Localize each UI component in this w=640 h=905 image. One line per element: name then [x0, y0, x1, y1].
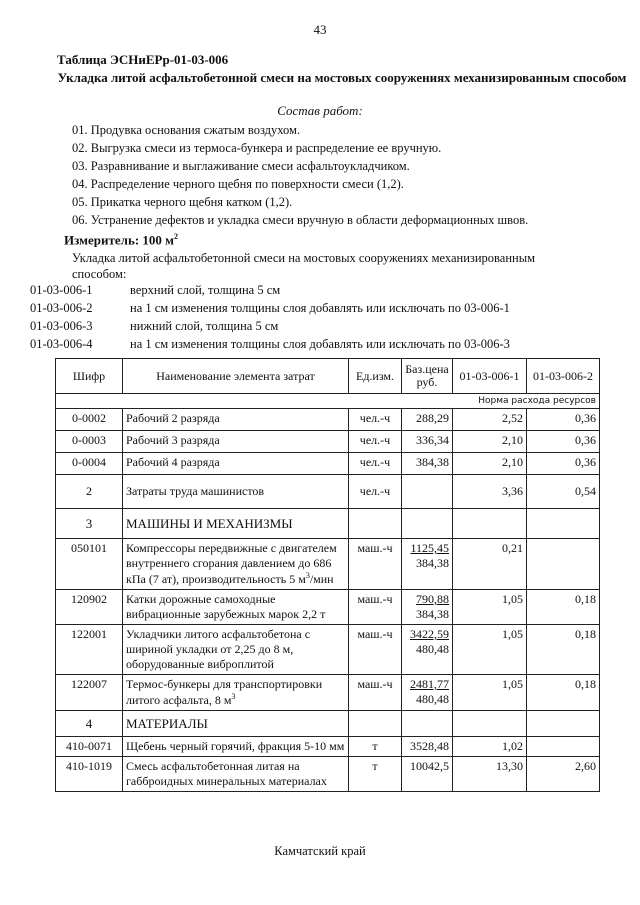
code-line	[30, 283, 280, 298]
cell-unit: маш.-ч	[349, 539, 402, 590]
norm-row	[56, 394, 600, 409]
measure-unit: Измеритель: 100 $м^2$	[64, 232, 179, 248]
cell-code: 122001	[56, 625, 123, 675]
section-number: 4	[56, 711, 123, 737]
table-row	[56, 453, 600, 475]
code-id: 01-03-006-4	[30, 337, 93, 351]
cell-v2: 0,18	[527, 625, 600, 675]
cell-price: 1125,45 384,38	[402, 539, 453, 590]
table-row	[56, 590, 600, 625]
section-row	[56, 711, 600, 737]
cell-unit: чел.-ч	[349, 475, 402, 509]
cell-code: 410-1019	[56, 757, 123, 792]
code-id: 01-03-006-2	[30, 301, 93, 315]
cell-v1: 0,21	[453, 539, 527, 590]
work-step: 05. Прикатка черного щебня катком (1,2).	[72, 195, 293, 209]
cell-name: Рабочий 2 разряда	[123, 409, 349, 431]
cell-name: Рабочий 4 разряда	[123, 453, 349, 475]
cell-code: 0-0002	[56, 409, 123, 431]
table-header-row	[56, 359, 600, 394]
cell-unit: чел.-ч	[349, 453, 402, 475]
header-col2: 01-03-006-2	[527, 359, 600, 394]
work-description: Укладка литой асфальтобетонной смеси на мостовых сооружениях механизированным способом:	[72, 251, 536, 281]
code-text: на 1 см изменения толщины слоя добавлять или исключать по 03-006-1	[130, 301, 510, 315]
cell-v2: 0,36	[527, 431, 600, 453]
cell-code: 0-0004	[56, 453, 123, 475]
cell-v1: 2,10	[453, 453, 527, 475]
code-id: 01-03-006-1	[30, 283, 93, 297]
section-title: МАТЕРИАЛЫ	[123, 711, 349, 737]
cell-price: 384,38	[402, 453, 453, 475]
cell-code: 2	[56, 475, 123, 509]
section-title: МАШИНЫ И МЕХАНИЗМЫ	[123, 509, 349, 539]
cell-v2: 0,36	[527, 453, 600, 475]
code-text: нижний слой, толщина 5 см	[130, 319, 279, 333]
cell-code: 122007	[56, 675, 123, 711]
header-unit: Ед.изм.	[349, 359, 402, 394]
header-code: Шифр	[56, 359, 123, 394]
header-col1: 01-03-006-1	[453, 359, 527, 394]
code-id: 01-03-006-3	[30, 319, 93, 333]
section-number: 3	[56, 509, 123, 539]
header-name: Наименование элемента затрат	[123, 359, 349, 394]
cell-code: 0-0003	[56, 431, 123, 453]
table-row	[56, 539, 600, 590]
cell-name: Рабочий 3 разряда	[123, 431, 349, 453]
work-step: 04. Распределение черного щебня по поверхности смеси (1,2).	[72, 177, 404, 191]
cell-v1: 1,02	[453, 737, 527, 757]
cell-name: Затраты труда машинистов	[123, 475, 349, 509]
cell-v1: 2,52	[453, 409, 527, 431]
table-row	[56, 675, 600, 711]
cell-name: Термос-бункеры для транспортировки литого асфальта, 8 $м^3$	[123, 675, 349, 711]
code-text: верхний слой, толщина 5 см	[130, 283, 281, 297]
table-row	[56, 431, 600, 453]
code-line	[30, 301, 510, 316]
section-row	[56, 509, 600, 539]
resource-table	[55, 358, 600, 792]
cell-name: Катки дорожные самоходные вибрационные зарубежных марок 2,2 т	[123, 590, 349, 625]
cell-price	[402, 475, 453, 509]
cell-unit: т	[349, 757, 402, 792]
table-subtitle: Укладка литой асфальтобетонной смеси на мостовых сооружениях механизированным способом	[57, 70, 627, 85]
cell-price: 10042,5	[402, 757, 453, 792]
code-text: на 1 см изменения толщины слоя добавлять или исключать по 03-006-3	[130, 337, 510, 351]
cell-v2	[527, 737, 600, 757]
cell-price: 3422,59 480,48	[402, 625, 453, 675]
cell-price: 3528,48	[402, 737, 453, 757]
cell-v1: 3,36	[453, 475, 527, 509]
cell-name: Компрессоры передвижные с двигателем внутреннего сгорания давлением до 686 кПа (7 ат), производительность 5 $м^3$/мин	[123, 539, 349, 590]
table-row	[56, 409, 600, 431]
table-row	[56, 737, 600, 757]
table-row	[56, 475, 600, 509]
code-line	[30, 337, 510, 352]
cell-v1: 1,05	[453, 625, 527, 675]
work-step: 06. Устранение дефектов и укладка смеси вручную в области деформационных швов.	[72, 213, 529, 227]
cell-v2: 0,54	[527, 475, 600, 509]
cell-v2: 2,60	[527, 757, 600, 792]
cell-price: 790,88 384,38	[402, 590, 453, 625]
work-step: 02. Выгрузка смеси из термоса-бункера и распределение ее вручную.	[72, 141, 442, 155]
cell-unit: чел.-ч	[349, 431, 402, 453]
cell-name: Укладчики литого асфальтобетона с шириной укладки от 2,25 до 8 м, оборудованные виброплитой	[123, 625, 349, 675]
page-number: 43	[313, 22, 327, 37]
cell-name: Щебень черный горячий, фракция 5-10 мм	[123, 737, 349, 757]
cell-code: 050101	[56, 539, 123, 590]
table-row	[56, 625, 600, 675]
work-step: 01. Продувка основания сжатым воздухом.	[72, 123, 301, 137]
cell-unit: маш.-ч	[349, 675, 402, 711]
cell-price: 336,34	[402, 431, 453, 453]
cell-v2: 0,18	[527, 675, 600, 711]
header-price: Баз.цена руб.	[402, 359, 453, 394]
table-title: Таблица ЭСНиЕРр-01-03-006	[57, 52, 229, 67]
cell-price: 2481,77 480,48	[402, 675, 453, 711]
cell-unit: чел.-ч	[349, 409, 402, 431]
cell-v2: 0,18	[527, 590, 600, 625]
cell-v1: 13,30	[453, 757, 527, 792]
cell-unit: маш.-ч	[349, 625, 402, 675]
cell-v1: 1,05	[453, 590, 527, 625]
cell-name: Смесь асфальтобетонная литая на габброидных минеральных материалах	[123, 757, 349, 792]
cell-code: 410-0071	[56, 737, 123, 757]
cell-v2	[527, 539, 600, 590]
cell-price: 288,29	[402, 409, 453, 431]
region-footer: Камчатский край	[274, 844, 366, 858]
cell-unit: маш.-ч	[349, 590, 402, 625]
cell-code: 120902	[56, 590, 123, 625]
norm-label: Норма расхода ресурсов	[56, 394, 600, 409]
code-line	[30, 319, 278, 334]
cell-v1: 2,10	[453, 431, 527, 453]
cell-v2: 0,36	[527, 409, 600, 431]
cell-unit: т	[349, 737, 402, 757]
composition-heading: Состав работ:	[277, 103, 363, 118]
cell-v1: 1,05	[453, 675, 527, 711]
table-row	[56, 757, 600, 792]
work-step: 03. Разравнивание и выглаживание смеси асфальтоукладчиком.	[72, 159, 410, 173]
